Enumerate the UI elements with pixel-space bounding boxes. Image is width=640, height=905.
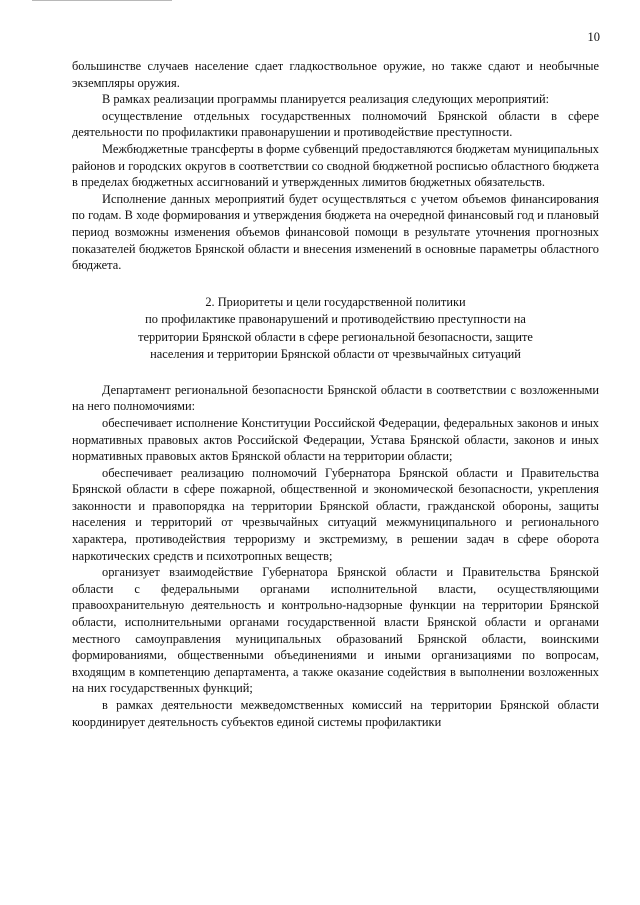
- paragraph: обеспечивает реализацию полномочий Губернатора Брянской области и Правительства Брянской области в сфере пожарной, общественной и экономической безопасности, укрепления законности и правопорядка на территории Брянской области, гражданской обороны, защиты населения и территорий от чрезвычайных ситуаций межмуниципального и регионального характера, противодействия терроризму и экстремизму, в решении задач в сфере оборота наркотических средств и психотропных веществ;: [72, 465, 599, 563]
- paragraph: В рамках реализации программы планируется реализация следующих мероприятий:: [102, 92, 550, 107]
- page-number: 10: [587, 30, 600, 44]
- paragraph: в рамках деятельности межведомственных комиссий на территории Брянской области координирует деятельность субъектов единой системы профилактики: [72, 698, 599, 729]
- section-heading: [72, 294, 599, 364]
- paragraph: Исполнение данных мероприятий будет осуществляться с учетом объемов финансирования по годам. В ходе формирования и утверждения бюджета на очередной финансовый год и плановый период возможны изменения объемов финансовой помощи в результате уточнения прогнозных показателей бюджетов Брянской области и внесения изменений в основные параметры областного бюджета.: [72, 191, 599, 273]
- section-heading-line: территории Брянской области в сфере региональной безопасности, защите: [138, 329, 533, 344]
- section-heading-line: по профилактике правонарушений и противодействию преступности на: [145, 312, 526, 327]
- section-heading-line: населения и территории Брянской области от чрезвычайных ситуаций: [150, 347, 521, 362]
- paragraph: большинстве случаев население сдает гладкоствольное оружие, но также сдают и необычные экземпляры оружия.: [72, 59, 599, 90]
- document-body: [72, 58, 599, 730]
- scan-edge-mark: [32, 0, 172, 3]
- paragraph: организует взаимодействие Губернатора Брянской области и Правительства Брянской области с федеральными органами исполнительной власти, осуществляющими правоохранительную деятельность и контрольно-надзорные функции на территории Брянской области, исполнительными органами государственной власти Брянской области и органами местного самоуправления муниципальных образований Брянской области, воинскими формированиями, общественными объединениями и иными организациями по вопросам, входящим в компетенцию департамента, а также оказание содействия в выполнении возложенных на них государственных функций;: [72, 565, 599, 696]
- paragraph: осуществление отдельных государственных полномочий Брянской области в сфере деятельности по профилактики правонарушении и противодействие преступности.: [72, 108, 599, 140]
- paragraph: обеспечивает исполнение Конституции Российской Федерации, федеральных законов и иных нормативных правовых актов Российской Федерации, Устава Брянской области, законов и иных нормативных правовых актов Брянской области на территории области;: [72, 415, 599, 464]
- paragraph: Департамент региональной безопасности Брянской области в соответствии с возложенными на него полномочиями:: [72, 382, 599, 414]
- section-heading-line: 2. Приоритеты и цели государственной политики: [205, 294, 466, 309]
- paragraph: Межбюджетные трансферты в форме субвенций предоставляются бюджетам муниципальных районов и городских округов в соответствии со сводной бюджетной росписью областного бюджета в пределах бюджетных ассигнований и утвержденных лимитов бюджетных обязательств.: [72, 141, 599, 190]
